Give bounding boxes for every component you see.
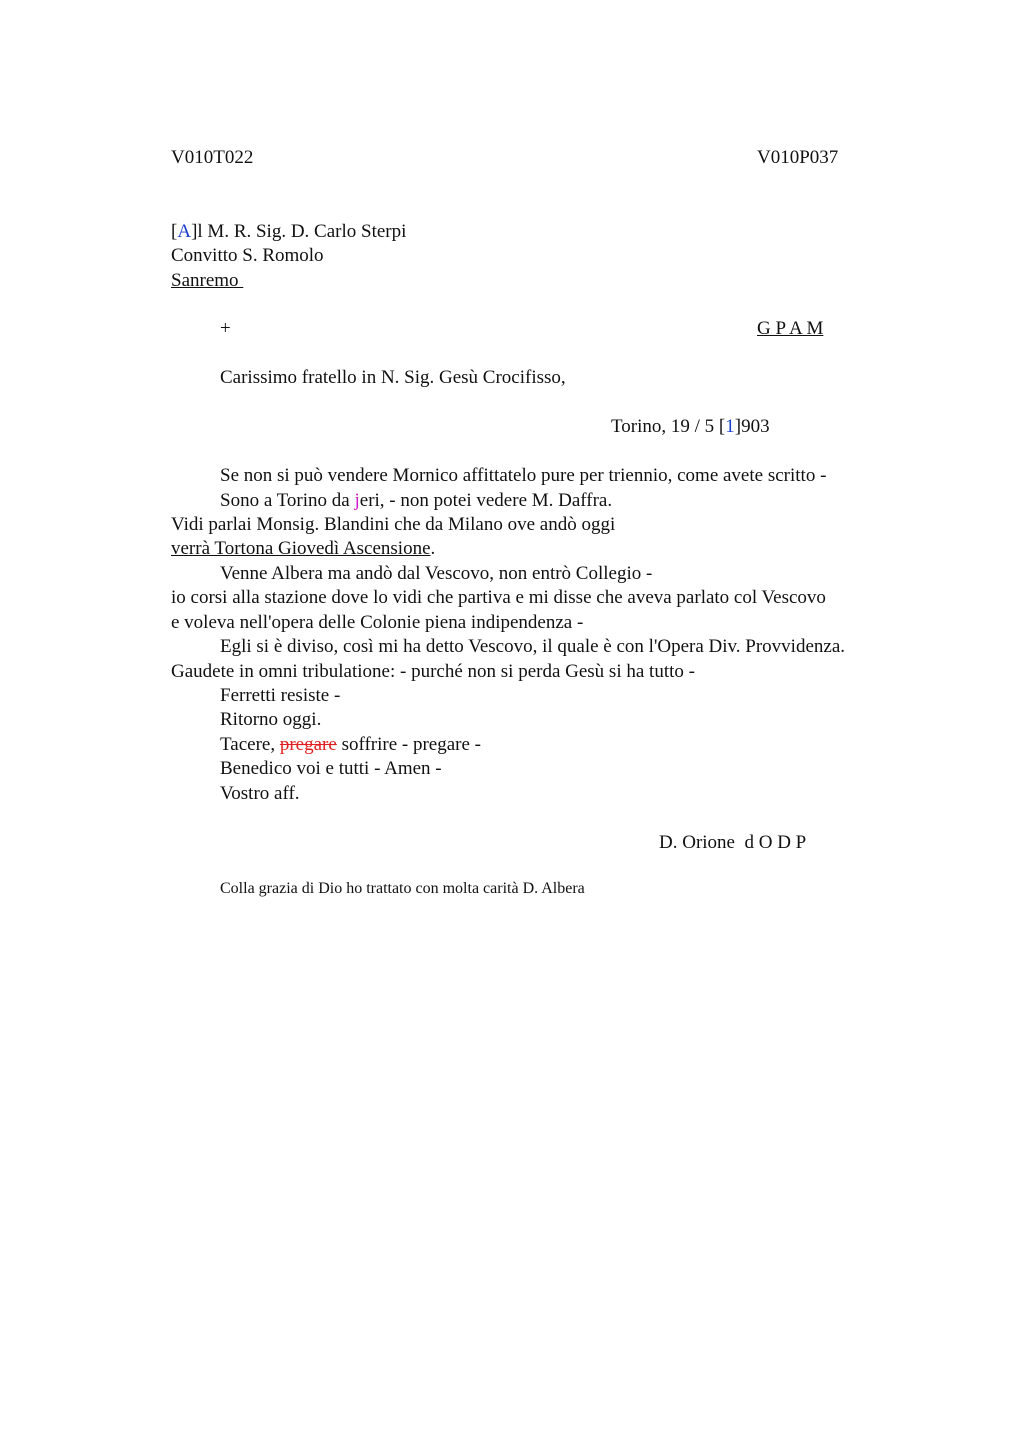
body-line-12 [220,733,481,757]
date-suffix: ]903 [734,416,770,437]
signature: D. Orione d O D P [659,832,807,853]
body-line-4 [171,537,435,561]
body-line-6: io corsi alla stazione dove lo vidi che partiva e mi disse che aveva parlato col Vescovo [171,587,826,608]
body-line-1: Se non si può vendere Mornico affittatelo pure per triennio, come avete scritto - [220,465,827,486]
body-line-5: Venne Albera ma andò dal Vescovo, non entrò Collegio - [220,563,653,584]
address-bracket-open: [ [171,221,178,242]
body-line-11: Ritorno oggi. [220,709,322,730]
body-line-2 [220,489,612,513]
document-code-left: V010T022 [171,147,254,168]
body-line-10: Ferretti resiste - [220,685,341,706]
body-line-12-end: soffrire - pregare - [336,734,481,755]
address-recipient: ]l M. R. Sig. D. Carlo Sterpi [191,221,407,242]
body-line-13: Benedico voi e tutti - Amen - [220,758,442,779]
postscript: Colla grazia di Dio ho trattato con molta carità D. Albera [220,880,585,897]
invocation: G P A M [757,318,824,339]
body-line-2-start: Sono a Torino da [220,490,355,511]
body-line-8: Egli si è diviso, così mi ha detto Vescovo, il quale è con l'Opera Div. Provvidenza. [220,636,846,657]
struck-word: pregare [279,734,337,755]
address-line-3: Sanremo [171,270,244,291]
body-underlined-phrase: verrà Tortona Giovedì Ascensione [171,538,431,559]
date-prefix: Torino, 19 / 5 [ [611,416,726,437]
body-line-14: Vostro aff. [220,783,300,804]
letter-date [611,415,770,439]
document-code-right: V010P037 [757,147,839,168]
address-line-1 [171,220,406,244]
body-line-4-end: . [430,538,436,559]
salutation: Carissimo fratello in N. Sig. Gesù Crocifisso, [220,367,566,388]
body-line-12-start: Tacere, [220,734,280,755]
cross-symbol: + [220,318,231,339]
body-line-2-end: eri, - non potei vedere M. Daffra. [359,490,613,511]
date-editorial-digit: 1 [725,416,735,437]
address-line-2: Convitto S. Romolo [171,245,324,266]
address-editorial-letter: A [177,221,192,242]
body-line-3: Vidi parlai Monsig. Blandini che da Milano ove andò oggi [171,514,616,535]
body-line-7: e voleva nell'opera delle Colonie piena indipendenza - [171,612,584,633]
body-editorial-letter: j [354,490,360,511]
body-line-9: Gaudete in omni tribulatione: - purché non si perda Gesù si ha tutto - [171,661,695,682]
